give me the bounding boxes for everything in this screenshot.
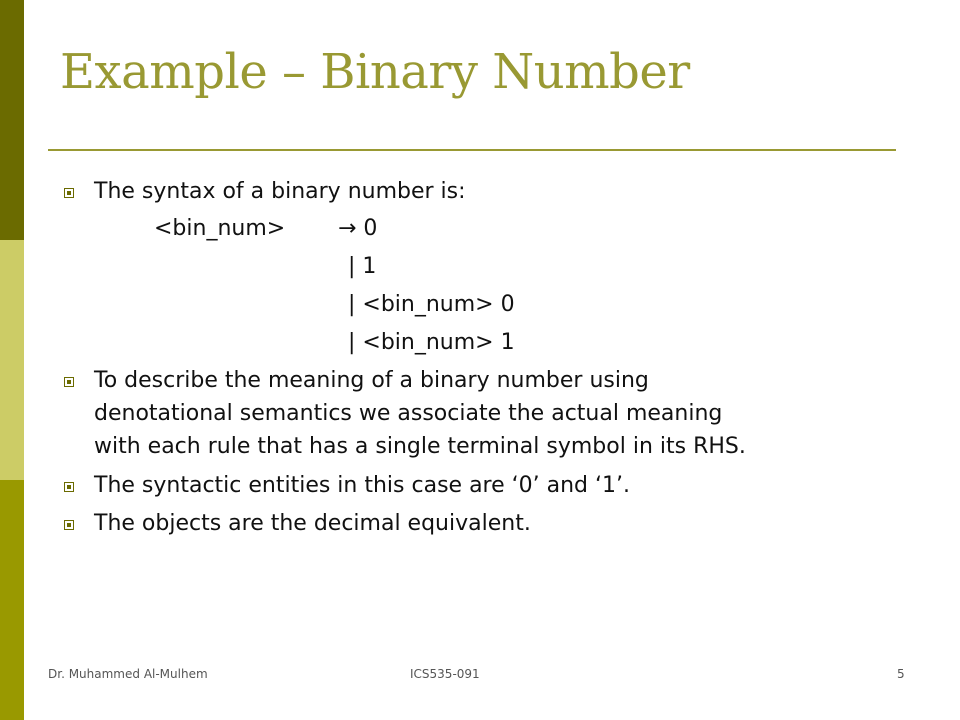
footer-author: Dr. Muhammed Al-Mulhem bbox=[48, 667, 208, 681]
grammar-first-rhs: → 0 bbox=[338, 216, 378, 241]
bullet-icon bbox=[64, 188, 74, 198]
bullet-2-line-3: with each rule that has a single terminal symbol in its RHS. bbox=[94, 434, 746, 459]
sidebar-light-block bbox=[0, 240, 24, 480]
sidebar-dark-block bbox=[0, 0, 24, 240]
grammar-alt-1: | 1 bbox=[348, 254, 377, 279]
sidebar-mid-block bbox=[0, 480, 24, 720]
title-underline bbox=[48, 149, 896, 151]
grammar-alt-2: | <bin_num> 0 bbox=[348, 292, 515, 317]
footer-page-number: 5 bbox=[897, 667, 905, 681]
bullet-4-text: The objects are the decimal equivalent. bbox=[94, 511, 531, 536]
bullet-icon bbox=[64, 377, 74, 387]
grammar-lhs: <bin_num> bbox=[154, 216, 286, 241]
bullet-icon bbox=[64, 520, 74, 530]
bullet-2-line-1: To describe the meaning of a binary number using bbox=[94, 368, 649, 393]
grammar-alt-3: | <bin_num> 1 bbox=[348, 330, 515, 355]
bullet-1-text: The syntax of a binary number is: bbox=[94, 179, 466, 204]
slide-title: Example – Binary Number bbox=[60, 44, 690, 100]
bullet-3-text: The syntactic entities in this case are ‘0’ and ‘1’. bbox=[94, 473, 630, 498]
bullet-icon bbox=[64, 482, 74, 492]
footer-course: ICS535-091 bbox=[410, 667, 480, 681]
bullet-2-line-2: denotational semantics we associate the actual meaning bbox=[94, 401, 723, 426]
